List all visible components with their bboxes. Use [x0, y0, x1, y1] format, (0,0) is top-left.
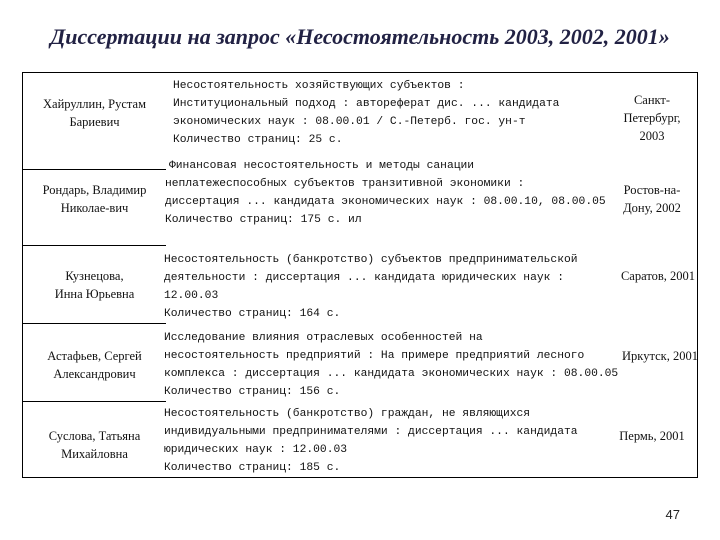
place-year: Иркутск, 2001 — [622, 349, 698, 363]
dissertation-description: Несостоятельность (банкротство) граждан, не являющихся индивидуальными предпринимателями : диссертация ... кандидата юридических наук : 12.00.03 Количество страниц: 185 с. — [164, 408, 578, 474]
dissertation-table — [22, 72, 698, 478]
table-row — [23, 73, 697, 169]
author-name: Кузнецова, Инна Юрьевна — [54, 269, 135, 301]
place-year: Санкт- Петербург, 2003 — [623, 93, 681, 143]
place-year: Ростов-на- Дону, 2002 — [623, 183, 681, 215]
table-row — [23, 245, 697, 323]
table-row — [23, 323, 697, 401]
dissertation-description: Несостоятельность (банкротство) субъектов предпринимательской деятельности : диссертация ... кандидата юридических наук : 12.00.03 Количество страниц: 164 с. — [164, 254, 578, 320]
table-row — [23, 160, 697, 245]
place-year: Саратов, 2001 — [620, 269, 696, 283]
dissertation-description: Исследование влияния отраслевых особенностей на несостоятельность предприятий : На примере предприятий лесного комплекса : диссертация ... кандидата экономических наук : 08.00.05 Количество страниц: 156 с. — [164, 332, 619, 398]
author-name: Хайруллин, Рустам Бариевич — [43, 97, 146, 129]
author-name: Суслова, Татьяна Михайловна — [48, 429, 141, 461]
author-name: Рондарь, Владимир Николае-вич — [42, 183, 147, 215]
place-year: Пермь, 2001 — [619, 429, 685, 443]
dissertation-description: Финансовая несостоятельность и методы санации неплатежеспособных субъектов транзитивной экономики : диссертация ... кандидата экономических наук : 08.00.10, 08.00.05 Количество страниц: 175 с. ил — [165, 160, 606, 226]
page-number: 47 — [665, 507, 680, 522]
table-row — [23, 401, 697, 477]
dissertation-description: Несостоятельность хозяйствующих субъектов : Институциональный подход : автореферат дис. ... кандидата экономических наук : 08.00.01 / С.-Петерб. гос. ун-т Количество страниц: 25 с. — [173, 80, 560, 146]
author-name: Астафьев, Сергей Александрович — [47, 349, 142, 381]
slide-title: Диссертации на запрос «Несостоятельность 2003, 2002, 2001» — [50, 24, 670, 49]
